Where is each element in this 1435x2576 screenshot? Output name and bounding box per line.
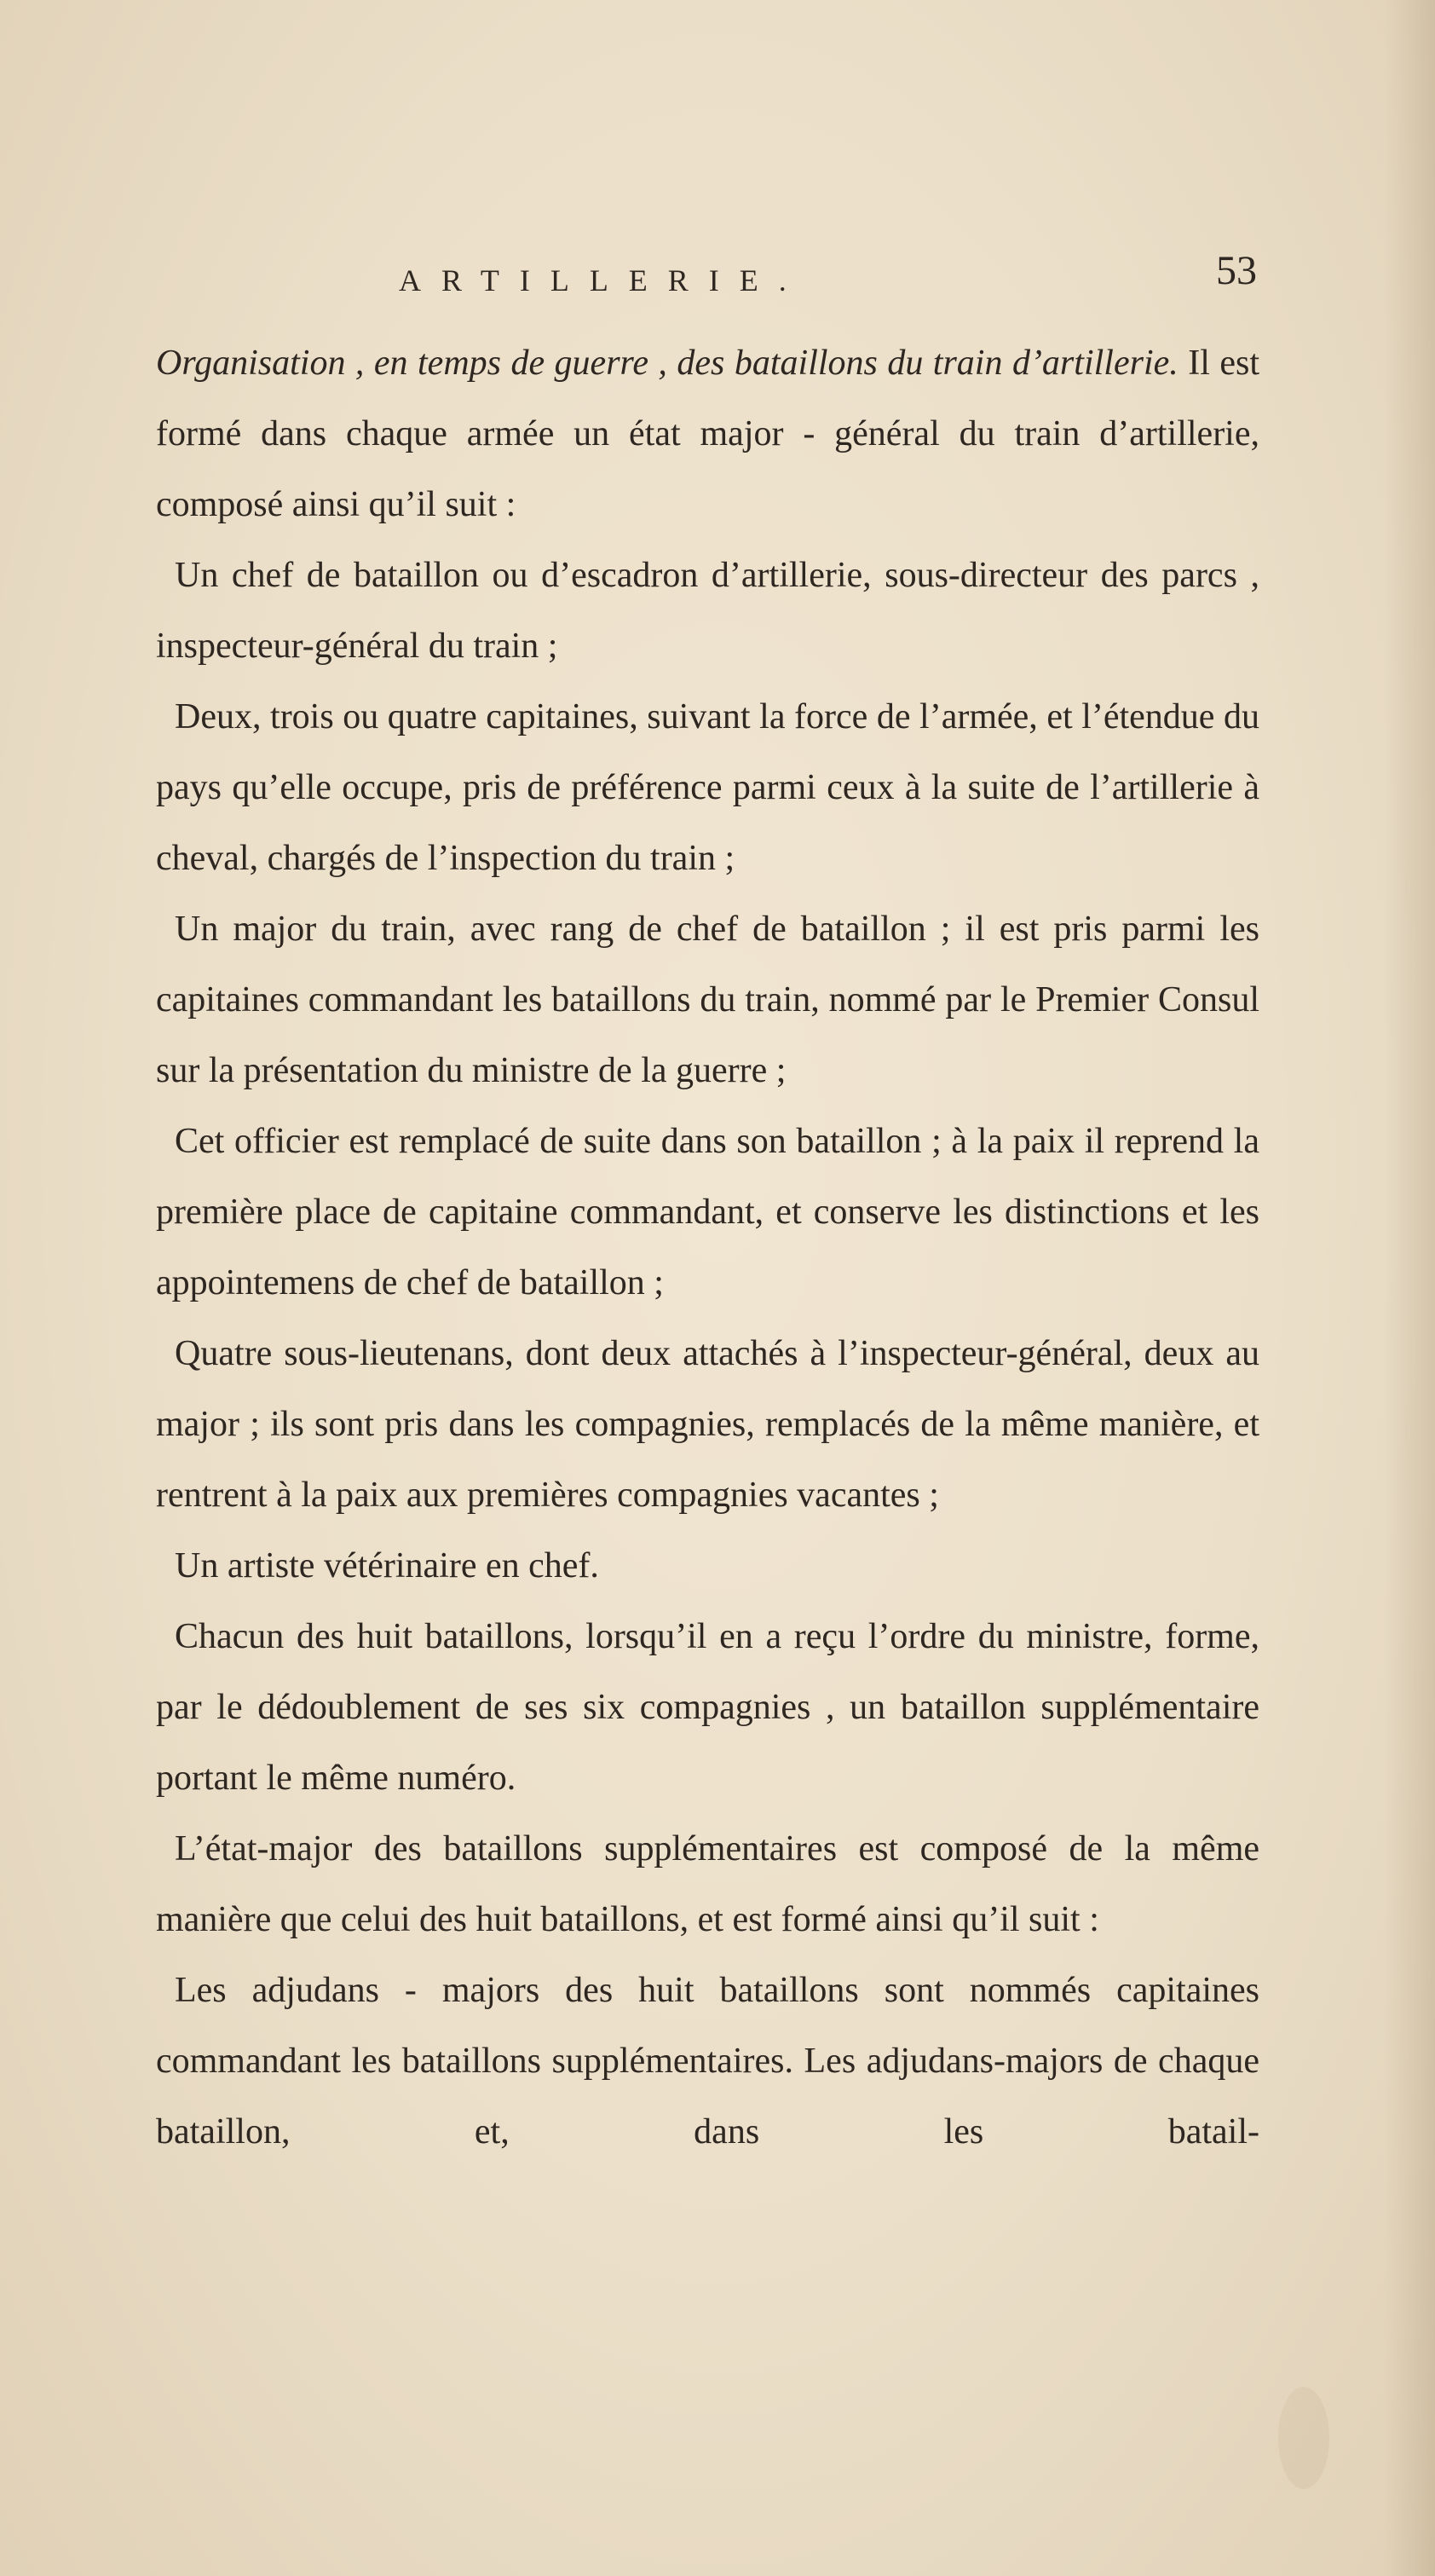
body-text (156, 328, 1259, 2168)
section-title: Organisation , en temps de guerre , des bataillons du train d’artillerie. (156, 344, 1179, 383)
running-head: ARTILLERIE. (399, 263, 807, 297)
paragraph: Un chef de bataillon ou d’escadron d’artillerie, sous-directeur des parcs , inspecteur-général du train ; (156, 556, 1259, 666)
page-header (162, 247, 1257, 324)
paragraph: Un major du train, avec rang de chef de bataillon ; il est pris parmi les capitaines commandant les bataillons du train, nommé par le Premier Consul sur la présentation du ministre de la guerre ; (156, 910, 1259, 1090)
page-number: 53 (1216, 248, 1257, 293)
paragraph: Les adjudans - majors des huit bataillons sont nommés capitaines commandant les bataillons supplémentaires. Les adjudans-majors de chaque bataillon, et, dans les batail- (156, 1971, 1259, 2151)
paragraph: L’état-major des bataillons supplémentaires est composé de la même manière que celui des huit bataillons, et est formé ainsi qu’il suit : (156, 1829, 1259, 1939)
paragraph: Un artiste vétérinaire en chef. (175, 1546, 599, 1585)
paragraph: Chacun des huit bataillons, lorsqu’il en a reçu l’ordre du ministre, forme, par le dédoublement de ses six compagnies , un bataillon supplémentaire portant le même numéro. (156, 1617, 1259, 1798)
page-edge-shadow (1384, 0, 1435, 2576)
paragraph: Quatre sous-lieutenans, dont deux attachés à l’inspecteur-général, deux au major ; ils sont pris dans les compagnies, remplacés de la même manière, et rentrent à la paix aux premières compagnies vacantes ; (156, 1334, 1259, 1515)
paragraph (156, 328, 1259, 540)
paragraph: Deux, trois ou quatre capitaines, suivant la force de l’armée, et l’étendue du pays qu’elle occupe, pris de préférence parmi ceux à la suite de l’artillerie à cheval, chargés de l’inspection du train ; (156, 697, 1259, 878)
paragraph: Cet officier est remplacé de suite dans son bataillon ; à la paix il reprend la première place de capitaine commandant, et conserve les distinctions et les appointemens de chef de bataillon ; (156, 1122, 1259, 1302)
paragraph-text: Il est formé dans chaque armée un état major - général du train d’artillerie, composé ainsi qu’il suit : (156, 344, 1259, 524)
paper-stain (1278, 2387, 1329, 2489)
